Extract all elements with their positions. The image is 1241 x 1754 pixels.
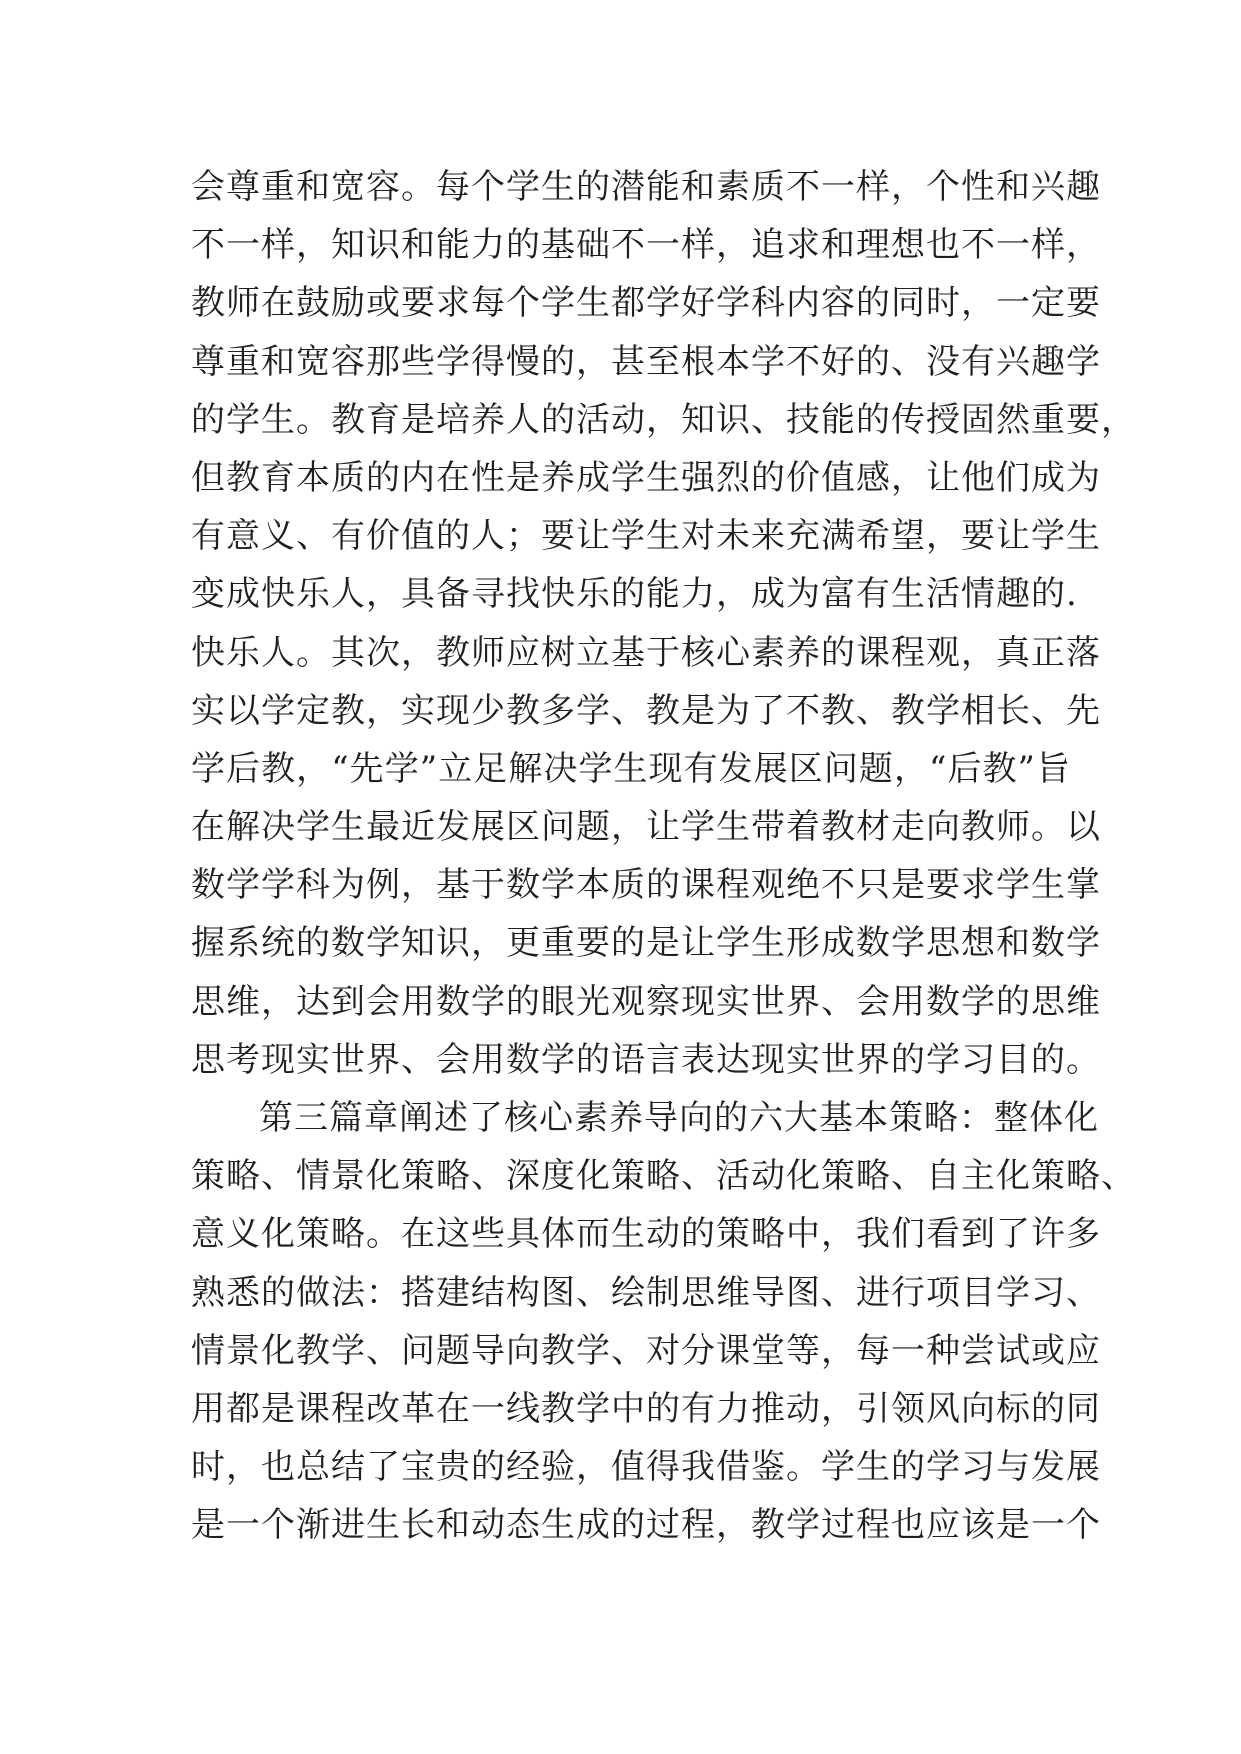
text-line: 在解决学生最近发展区问题，让学生带着教材走向教师。以 [191,807,1101,848]
text-line: 策略、情景化策略、深度化策略、活动化策略、自主化策略、 [191,1156,1136,1197]
text-line: 有意义、有价值的人；要让学生对未来充满希望，要让学生 [191,516,1101,557]
text-line: 不一样，知识和能力的基础不一样，追求和理想也不一样， [191,225,1101,266]
text-line: 变成快乐人，具备寻找快乐的能力，成为富有生活情趣的. [191,574,1078,615]
text-line: 时，也总结了宝贵的经验，值得我借鉴。学生的学习与发展 [191,1447,1101,1488]
text-line: 教师在鼓励或要求每个学生都学好学科内容的同时，一定要 [191,283,1101,324]
text-line: 熟悉的做法：搭建结构图、绘制思维导图、进行项目学习、 [191,1272,1101,1313]
text-line: 是一个渐进生长和动态生成的过程，教学过程也应该是一个 [191,1505,1101,1546]
text-line: 学后教，“先学”立足解决学生现有发展区问题，“后教”旨 [191,748,1071,789]
text-line: 实以学定教，实现少教多学、教是为了不教、教学相长、先 [191,690,1101,731]
text-line: 的学生。教育是培养人的活动，知识、技能的传授固然重要， [191,399,1136,440]
text-line: 握系统的数学知识，更重要的是让学生形成数学思想和数学 [191,923,1101,964]
text-line: 快乐人。其次，教师应树立基于核心素养的课程观，真正落 [191,632,1101,673]
text-line: 会尊重和宽容。每个学生的潜能和素质不一样，个性和兴趣 [191,167,1101,207]
text-line: 情景化教学、问题导向教学、对分课堂等，每一种尝试或应 [191,1330,1101,1371]
text-line: 但教育本质的内在性是养成学生强烈的价值感，让他们成为 [191,457,1101,498]
text-line: 数学学科为例，基于数学本质的课程观绝不只是要求学生掌 [191,865,1101,906]
text-line: 尊重和宽容那些学得慢的，甚至根本学不好的、没有兴趣学 [191,341,1101,382]
paragraph-first-line: 第三篇章阐述了核心素养导向的六大基本策略：整体化 [259,1098,1099,1138]
text-line: 用都是课程改革在一线教学中的有力推动，引领风向标的同 [191,1388,1101,1429]
text-line: 意义化策略。在这些具体而生动的策略中，我们看到了许多 [191,1214,1101,1255]
text-line: 思维，达到会用数学的眼光观察现实世界、会用数学的思维 [191,981,1101,1022]
body-text [191,158,1136,1555]
text-line: 思考现实世界、会用数学的语言表达现实世界的学习目的。 [191,1039,1101,1080]
